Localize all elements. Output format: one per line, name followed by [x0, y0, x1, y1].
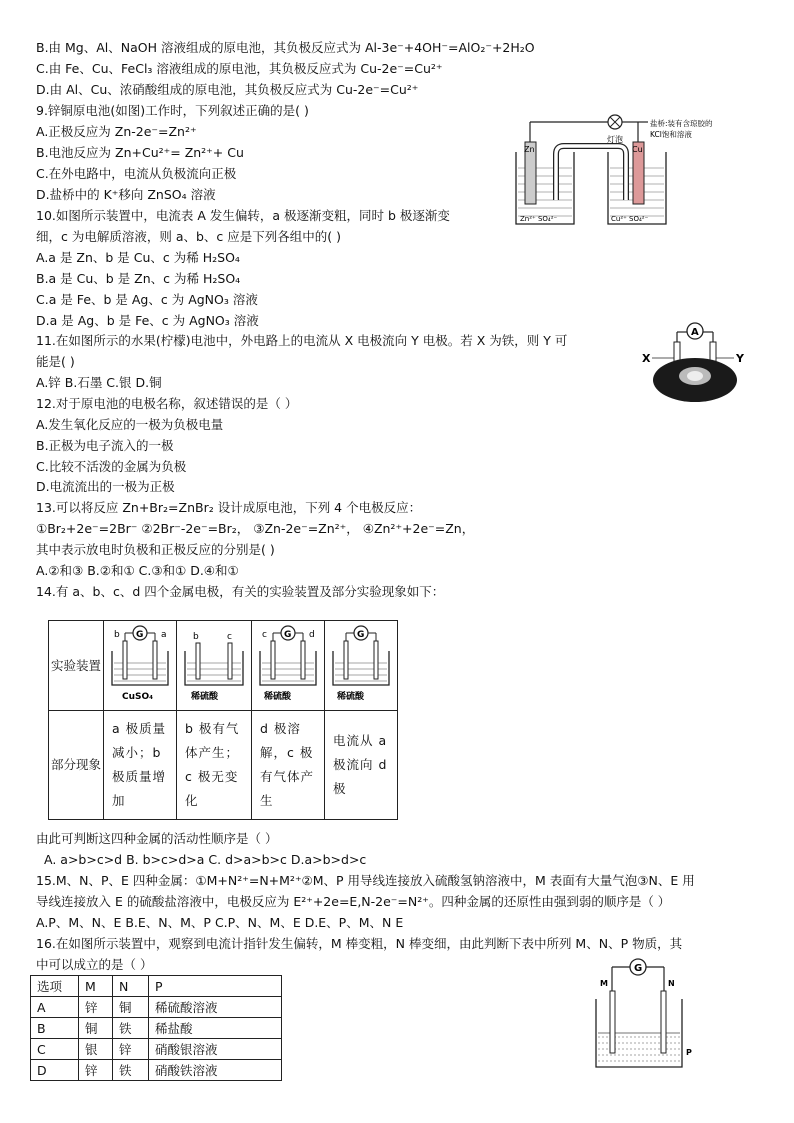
q11-stem-line1: 11.在如图所示的水果(柠檬)电池中，外电路上的电流从 X 电极流向 Y 电极。若 X 为铁，则 Y 可	[36, 333, 568, 348]
cu-electrode-label: Cu	[632, 145, 643, 154]
m-electrode-label: M	[600, 979, 608, 988]
q12-option-b: B.正极为电子流入的一极	[36, 438, 174, 453]
q15-options: A.P、M、N、E B.E、N、M、P C.P、N、M、E D.E、P、M、N E	[36, 915, 404, 930]
q9-option-c: C.在外电路中，电流从负极流向正极	[36, 166, 237, 181]
row-header-apparatus: 实验装置	[49, 621, 104, 711]
q10-option-b: B.a 是 Cu、b 是 Zn、c 为稀 H₂SO₄	[36, 271, 241, 286]
svg-text:c: c	[262, 630, 267, 640]
q9-option-d: D.盐桥中的 K⁺移向 ZnSO₄ 溶液	[36, 187, 216, 202]
apparatus-cell-2	[177, 621, 252, 711]
q12-option-d: D.电流流出的一极为正极	[36, 479, 175, 494]
left-ions-label: Zn²⁺ SO₄²⁻	[520, 215, 558, 223]
row-header-observation: 部分现象	[49, 711, 104, 820]
apparatus-3	[252, 621, 324, 707]
q14-stem: 14.有 a、b、c、d 四个金属电极，有关的实验装置及部分实验现象如下：	[36, 584, 445, 599]
q9-option-b: B.电池反应为 Zn+Cu²⁺= Zn²⁺+ Cu	[36, 145, 244, 160]
q16-line1: 16.在如图所示装置中，观察到电流计指针发生偏转，M 棒变粗，N 棒变细，由此判断下表中所列 M、N、P 物质，其	[36, 936, 683, 951]
zn-electrode-label: Zn	[524, 145, 535, 154]
q10-option-d: D.a 是 Ag、b 是 Fe、c 为 AgNO₃ 溶液	[36, 313, 259, 328]
svg-text:稀硫酸: 稀硫酸	[264, 692, 292, 702]
q8-option-d: D.由 Al、Cu、浓硝酸组成的原电池，其负极反应式为 Cu-2e⁻=Cu²⁺	[36, 82, 419, 97]
observation-4: 电流从 a 极流向 d 极	[325, 711, 398, 820]
zn-cu-cell-figure	[510, 110, 772, 230]
svg-text:G: G	[284, 630, 292, 640]
table-row: B 铜 铁 稀盐酸	[31, 1018, 282, 1039]
q14-options: A. a>b>c>d B. b>c>d>a C. d>a>b>c D.a>b>d>c	[44, 852, 367, 867]
svg-text:a: a	[161, 630, 167, 640]
x-electrode-label: X	[642, 352, 651, 365]
q14-experiment-table	[48, 620, 398, 820]
q10-option-c: C.a 是 Fe、b 是 Ag、c 为 AgNO₃ 溶液	[36, 292, 258, 307]
q11-stem-line2: 能是( )	[36, 354, 75, 369]
bulb-label: 灯泡	[607, 135, 623, 144]
q9-stem: 9.锌铜原电池(如图)工作时，下列叙述正确的是( )	[36, 103, 309, 118]
n-electrode-label: N	[668, 979, 675, 988]
q15-line1: 15.M、N、P、E 四种金属：①M+N²⁺=N+M²⁺②M、P 用导线连接放入硫酸氢钠溶液中，M 表面有大量气泡③N、E 用	[36, 873, 695, 888]
q16-options-table	[30, 975, 282, 1081]
svg-text:CuSO₄: CuSO₄	[122, 692, 154, 702]
observation-2: b 极有气体产生；c 极无变化	[177, 711, 252, 820]
apparatus-cell-4	[325, 621, 398, 711]
q14-conclusion: 由此可判断这四种金属的活动性顺序是（ ）	[36, 831, 278, 846]
svg-text:b: b	[114, 630, 120, 640]
table-row: C 银 锌 硝酸银溶液	[31, 1039, 282, 1060]
apparatus-4	[325, 621, 397, 707]
observation-3: d 极溶解，c 极有气体产生	[252, 711, 325, 820]
ammeter-label: A	[691, 327, 699, 338]
q13-question: 其中表示放电时负极和正极反应的分别是( )	[36, 542, 275, 557]
svg-text:c: c	[227, 632, 232, 642]
apparatus-cell-1	[104, 621, 177, 711]
q12-option-c: C.比较不活泼的金属为负极	[36, 459, 187, 474]
salt-bridge-label-2: KCl饱和溶液	[650, 130, 692, 139]
table-row: A 锌 铜 稀硫酸溶液	[31, 997, 282, 1018]
svg-text:G: G	[136, 630, 144, 640]
q16-line2: 中可以成立的是（ ）	[36, 957, 153, 972]
q10-stem-line2: 细，c 为电解质溶液，则 a、b、c 应是下列各组中的( )	[36, 229, 341, 244]
q13-reactions: ①Br₂+2e⁻=2Br⁻ ②2Br⁻-2e⁻=Br₂， ③Zn-2e⁻=Zn²⁺， ④Zn²⁺+2e⁻=Zn，	[36, 521, 475, 536]
lemon-battery-figure	[640, 318, 760, 404]
table-row: D 锌 铁 硝酸铁溶液	[31, 1060, 282, 1081]
q13-stem: 13.可以将反应 Zn+Br₂=ZnBr₂ 设计成原电池，下列 4 个电极反应：	[36, 500, 422, 515]
apparatus-1	[104, 621, 176, 707]
q10-stem-line1: 10.如图所示装置中，电流表 A 发生偏转，a 极逐渐变粗，同时 b 极逐渐变	[36, 208, 450, 223]
y-electrode-label: Y	[736, 352, 744, 365]
q13-options: A.②和③ B.②和① C.③和① D.④和①	[36, 563, 239, 578]
svg-text:稀硫酸: 稀硫酸	[191, 692, 219, 702]
apparatus-cell-3	[252, 621, 325, 711]
salt-bridge-label: 盐桥:装有含琼胶的	[650, 119, 713, 128]
svg-text:稀硫酸: 稀硫酸	[337, 692, 365, 702]
galvanometer-cell-figure	[592, 955, 702, 1073]
q9-option-a: A.正极反应为 Zn-2e⁻=Zn²⁺	[36, 124, 197, 139]
q12-stem: 12.对于原电池的电极名称，叙述错误的是（ ）	[36, 396, 298, 411]
right-ions-label: Cu²⁺ SO₄²⁻	[611, 215, 649, 223]
svg-text:b: b	[193, 632, 199, 642]
table-header-row: 选项 M N P	[31, 976, 282, 997]
q11-options: A.锌 B.石墨 C.银 D.铜	[36, 375, 162, 390]
q15-line2: 导线连接放入 E 的硫酸盐溶液中，电极反应为 E²⁺+2e=E,N-2e⁻=N²⁺。四种金属的还原性由强到弱的顺序是（ ）	[36, 894, 671, 909]
q12-option-a: A.发生氧化反应的一极为负极电量	[36, 417, 224, 432]
svg-text:G: G	[357, 630, 365, 640]
observation-1: a 极质量减小；b 极质量增加	[104, 711, 177, 820]
svg-text:d: d	[309, 630, 315, 640]
p-solution-label: P	[686, 1048, 692, 1057]
q8-option-c: C.由 Fe、Cu、FeCl₃ 溶液组成的原电池，其负极反应式为 Cu-2e⁻=Cu²⁺	[36, 61, 443, 76]
q10-option-a: A.a 是 Zn、b 是 Cu、c 为稀 H₂SO₄	[36, 250, 240, 265]
apparatus-2	[177, 621, 251, 707]
q8-option-b: B.由 Mg、Al、NaOH 溶液组成的原电池，其负极反应式为 Al-3e⁻+4OH⁻=AlO₂⁻+2H₂O	[36, 40, 535, 55]
galvanometer-label: G	[634, 963, 643, 974]
